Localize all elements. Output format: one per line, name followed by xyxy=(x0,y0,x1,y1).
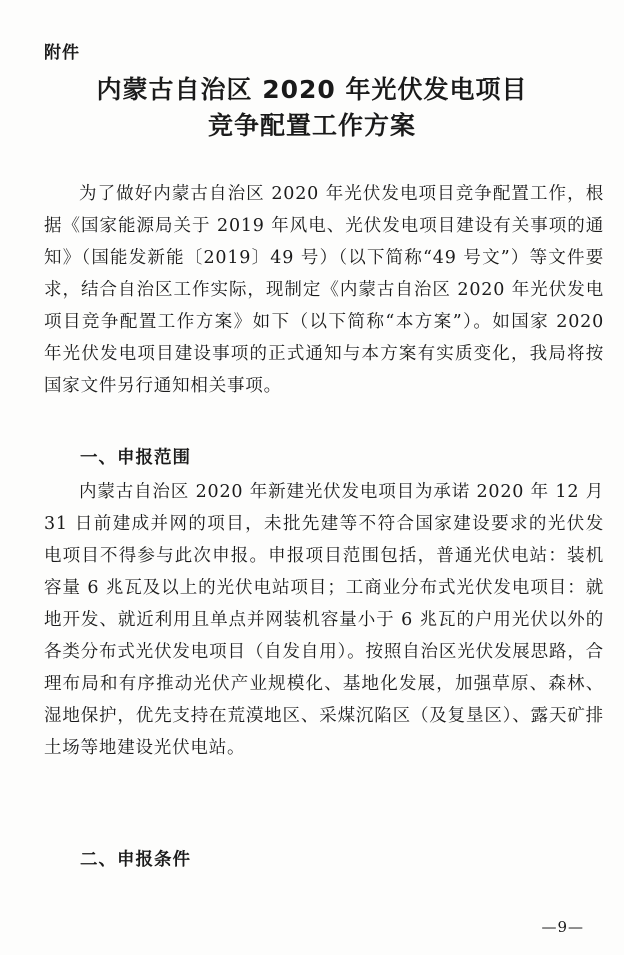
page-number: —9— xyxy=(541,918,584,936)
section-heading-scope: 一、申报范围 xyxy=(80,448,191,468)
document-title-line-2: 竞争配置工作方案 xyxy=(207,111,416,140)
scope-paragraph: 内蒙古自治区 2020 年新建光伏发电项目为承诺 2020 年 12 月 31 日前建成并网的项目，未批先建等不符合国家建设要求的光伏发电项目不得参与此次申报。申报项目范围包括，普通光伏电站：装机容量 6 兆瓦及以上的光伏电站项目；工商业分布式光伏发电项目：就地开发、就近利用且单点并网装机容量小于 6 兆瓦的户用光伏以外的各类分布式光伏发电项目（自发自用）。按照自治区光伏发展思路，合理布局和有序推动光伏产业规模化、基地化发展，加强草原、森林、湿地保护，优先支持在荒漠地区、采煤沉陷区（及复垦区）、露天矿排土场等地建设光伏电站。 xyxy=(44,482,604,758)
section-heading-conditions: 二、申报条件 xyxy=(80,850,191,870)
document-title-line-1: 内蒙古自治区 2020 年光伏发电项目 xyxy=(96,75,528,104)
attachment-label: 附件 xyxy=(44,43,80,63)
intro-paragraph: 为了做好内蒙古自治区 2020 年光伏发电项目竞争配置工作，根据《国家能源局关于 2019 年风电、光伏发电项目建设有关事项的通知》（国能发新能〔2019〕49 号）（以下简称“49 号文”）等文件要求，结合自治区工作实际，现制定《内蒙古自治区 2020 年光伏发电项目竞争配置工作方案》如下（以下简称“本方案”）。如国家 2020 年光伏发电项目建设事项的正式通知与本方案有实质变化，我局将按国家文件另行通知相关事项。 xyxy=(44,184,604,396)
